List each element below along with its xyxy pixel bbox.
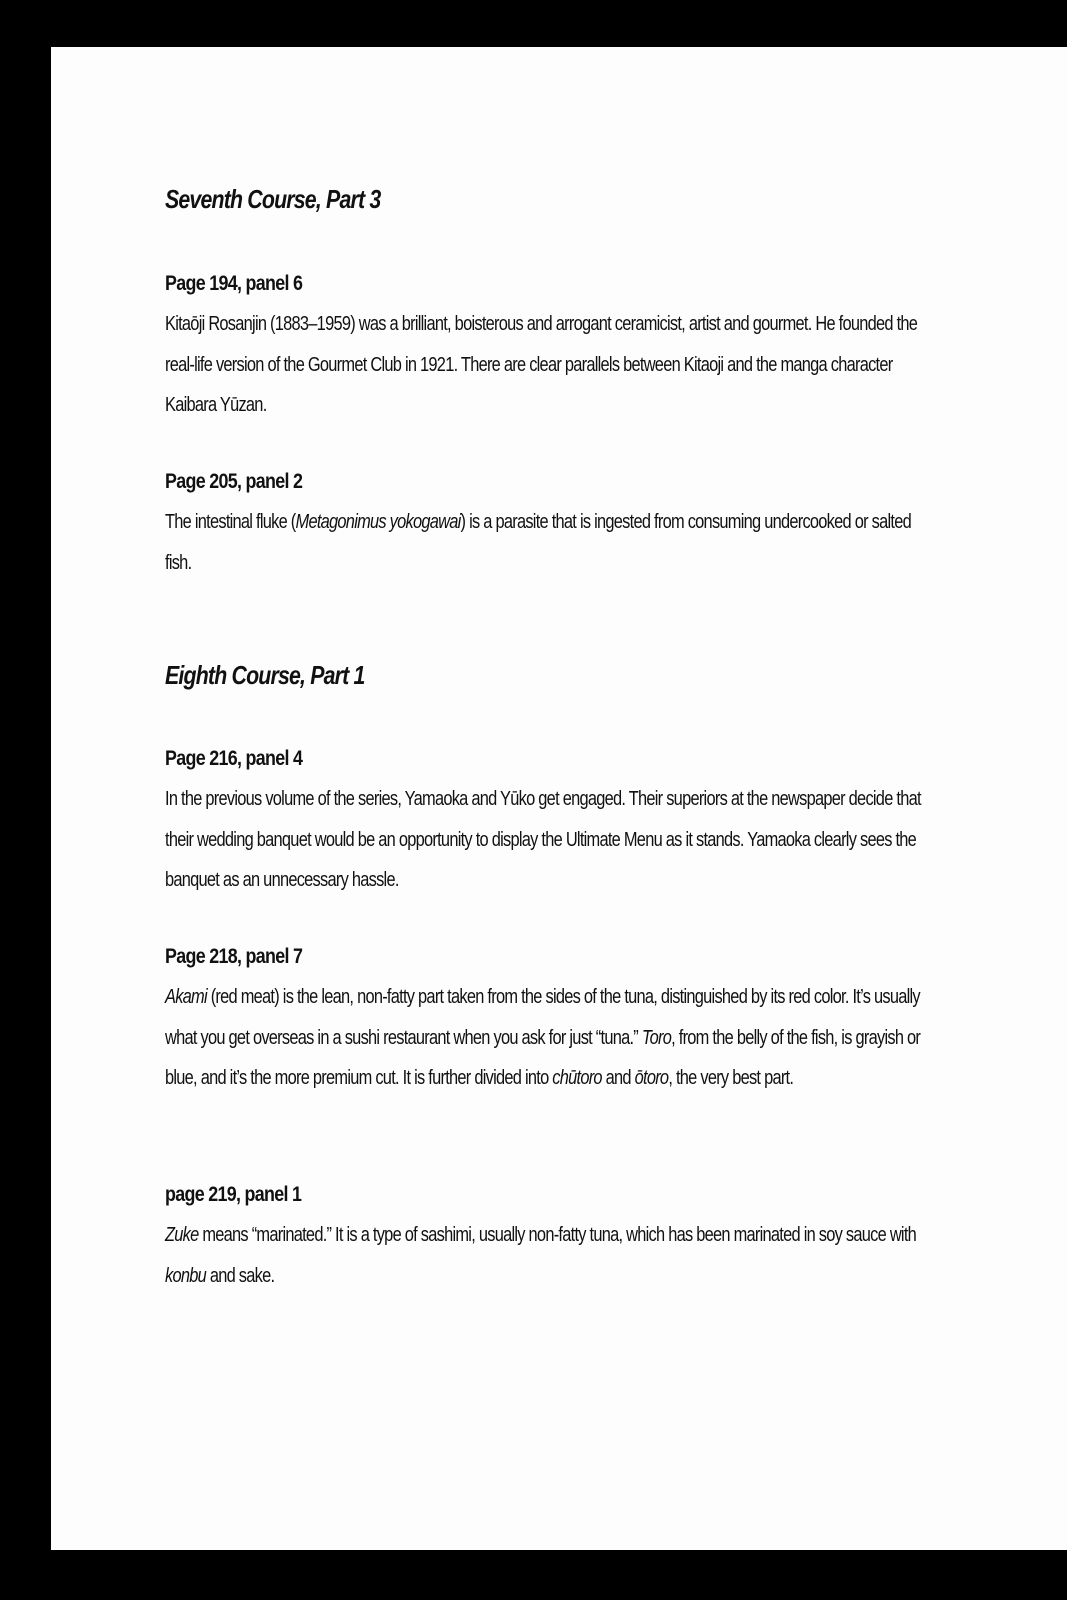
note-italic-text: konbu <box>165 1264 206 1287</box>
section-title: Seventh Course, Part 3 <box>165 184 381 214</box>
note-body <box>165 304 925 426</box>
note-heading: Page 205, panel 2 <box>165 470 303 493</box>
note-heading: Page 216, panel 4 <box>165 747 303 770</box>
note-text: means “marinated.” It is a type of sashimi, usually non-fatty tuna, which has been marinated in soy sauce with <box>198 1224 917 1246</box>
note-heading: Page 218, panel 7 <box>165 945 303 968</box>
note-italic-text: ōtoro <box>634 1067 669 1089</box>
note-text: and <box>601 1067 635 1089</box>
note-text: Kitaōji Rosanjin (1883–1959) was a brilliant, boisterous and arrogant ceramicist, artist and gourmet. He founded the real-life version of the Gourmet Club in 1921. There are clear parallels between Kitaoji and the manga character Kaibara Yūzan. <box>165 313 918 416</box>
note-text: and sake. <box>206 1264 275 1287</box>
note-italic-text: Zuke <box>165 1224 199 1246</box>
note-text: , from the belly of the fish, is grayish or blue, and it’s the more premium cut. It is further divided into <box>165 1026 921 1089</box>
note-text: (red meat) is the lean, non-fatty part taken from the sides of the tuna, distinguished by its red color. It’s usually what you get overseas in a sushi restaurant when you ask for just “tuna.” <box>165 986 920 1049</box>
document-page <box>51 47 1067 1550</box>
note-page-216 <box>165 744 925 901</box>
section-title: Eighth Course, Part 1 <box>165 660 365 690</box>
note-italic-text: Akami <box>165 986 207 1008</box>
note-page-194 <box>165 269 925 426</box>
note-page-218 <box>165 942 925 1099</box>
note-italic-text: chūtoro <box>552 1067 602 1089</box>
note-body <box>165 977 925 1099</box>
note-heading: Page 194, panel 6 <box>165 272 303 295</box>
note-text: ) is a parasite that is ingested from consuming undercooked or salted fish. <box>165 511 911 574</box>
note-text: In the previous volume of the series, Yamaoka and Yūko get engaged. Their superiors at the newspaper decide that their wedding banquet would be an opportunity to display the Ultimate Menu as it stands. Yamaoka clearly sees the banquet as an unnecessary hassle. <box>165 788 921 891</box>
note-text: , the very best part. <box>668 1067 794 1089</box>
note-page-219 <box>165 1180 925 1296</box>
note-heading: page 219, panel 1 <box>165 1183 302 1206</box>
note-page-205 <box>165 467 925 583</box>
note-text: The intestinal fluke ( <box>165 511 296 533</box>
note-body <box>165 779 925 901</box>
note-body <box>165 502 925 583</box>
note-italic-text: Toro <box>641 1026 672 1049</box>
note-italic-text: Metagonimus yokogawai <box>295 511 461 533</box>
note-body <box>165 1215 925 1296</box>
